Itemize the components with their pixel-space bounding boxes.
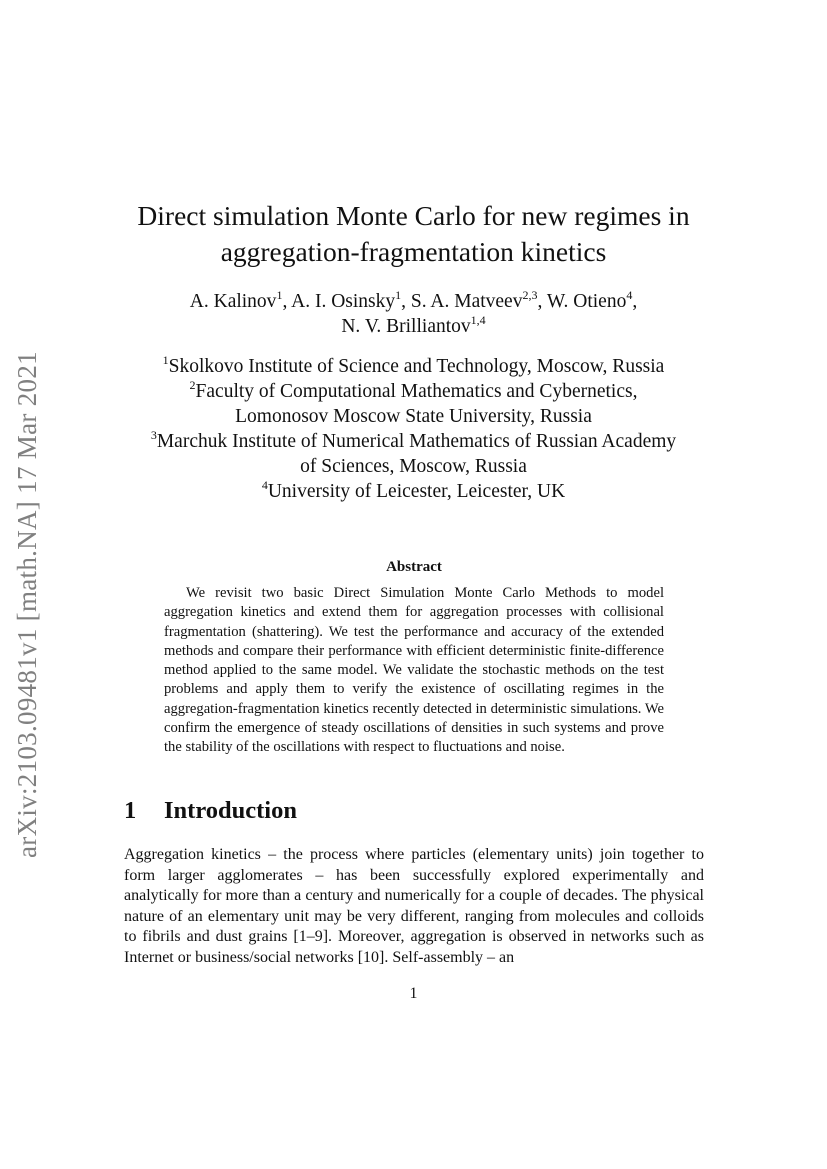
author-separator: , bbox=[632, 291, 638, 312]
affiliation-number: 4 bbox=[261, 478, 268, 492]
affiliation-text: Marchuk Institute of Numerical Mathematics of Russian Academy bbox=[156, 431, 677, 452]
page-number: 1 bbox=[409, 985, 418, 1002]
author-name: S. A. Matveev bbox=[410, 291, 523, 312]
affiliation-text: Skolkovo Institute of Science and Technology, Moscow, Russia bbox=[168, 356, 665, 377]
affiliation-3 bbox=[100, 429, 727, 454]
abstract-heading: Abstract bbox=[386, 559, 442, 575]
affiliation-number: 2 bbox=[189, 378, 196, 392]
author-list bbox=[100, 289, 727, 339]
affiliation-text: University of Leicester, Leicester, UK bbox=[267, 481, 566, 502]
affiliation-2-continued: Lomonosov Moscow State University, Russia bbox=[235, 406, 592, 427]
paper-title-line-2: aggregation-fragmentation kinetics bbox=[220, 236, 607, 267]
author-name: N. V. Brilliantov bbox=[341, 316, 471, 337]
affiliation-number: 1 bbox=[162, 353, 169, 367]
affiliation-list bbox=[100, 354, 727, 504]
author-name: A. I. Osinsky bbox=[291, 291, 396, 312]
author-affiliation-mark: 4 bbox=[626, 288, 633, 302]
paper-title bbox=[100, 198, 727, 270]
arxiv-identifier-stamp: arXiv:2103.09481v1 [math.NA] 17 Mar 2021 bbox=[12, 351, 42, 858]
affiliation-number: 3 bbox=[150, 428, 157, 442]
author-line-2 bbox=[100, 314, 727, 339]
author-separator: , bbox=[282, 291, 292, 312]
author-name: A. Kalinov bbox=[189, 291, 277, 312]
abstract-text: We revisit two basic Direct Simulation Monte Carlo Methods to model aggregation kinetics and extend them for aggregation processes with collisional fragmentation (shattering). We test the performance and accuracy of the extended methods and compare their performance with efficient deterministic finite-difference method applied to the same model. We validate the stochastic methods on the test problems and apply them to verify the existence of oscillating regimes in the aggregation-fragmentation kinetics recently detected in deterministic simulations. We confirm the emergence of steady oscillations of densities in such systems and prove the stability of the oscillations with respect to fluctuations and noise. bbox=[164, 585, 664, 756]
author-affiliation-mark: 1 bbox=[276, 288, 283, 302]
affiliation-4 bbox=[100, 479, 727, 504]
author-line-1 bbox=[100, 289, 727, 314]
author-affiliation-mark: 2,3 bbox=[522, 288, 538, 302]
paper-title-line-1: Direct simulation Monte Carlo for new regimes in bbox=[137, 200, 690, 231]
section-heading bbox=[124, 797, 297, 825]
affiliation-3-continued: of Sciences, Moscow, Russia bbox=[300, 456, 527, 477]
author-affiliation-mark: 1,4 bbox=[470, 313, 486, 327]
section-number: 1 bbox=[124, 797, 137, 824]
introduction-text: Aggregation kinetics – the process where particles (elementary units) join together to form larger agglomerates – has been successfully explored experimentally and analytically for more than a century and numerically for a couple of decades. The physical nature of an elementary unit may be very different, ranging from molecules and colloids to fibrils and dust grains [1–9]. Moreover, aggregation is observed in networks such as Internet or business/social networks [10]. Self-assembly – an bbox=[124, 846, 704, 966]
author-affiliation-mark: 1 bbox=[395, 288, 402, 302]
affiliation-text: Faculty of Computational Mathematics and Cybernetics, bbox=[195, 381, 638, 402]
author-separator: , bbox=[401, 291, 411, 312]
section-title: Introduction bbox=[164, 797, 297, 824]
author-name: W. Otieno bbox=[546, 291, 627, 312]
affiliation-2 bbox=[100, 379, 727, 404]
affiliation-1 bbox=[100, 354, 727, 379]
author-separator: , bbox=[537, 291, 547, 312]
